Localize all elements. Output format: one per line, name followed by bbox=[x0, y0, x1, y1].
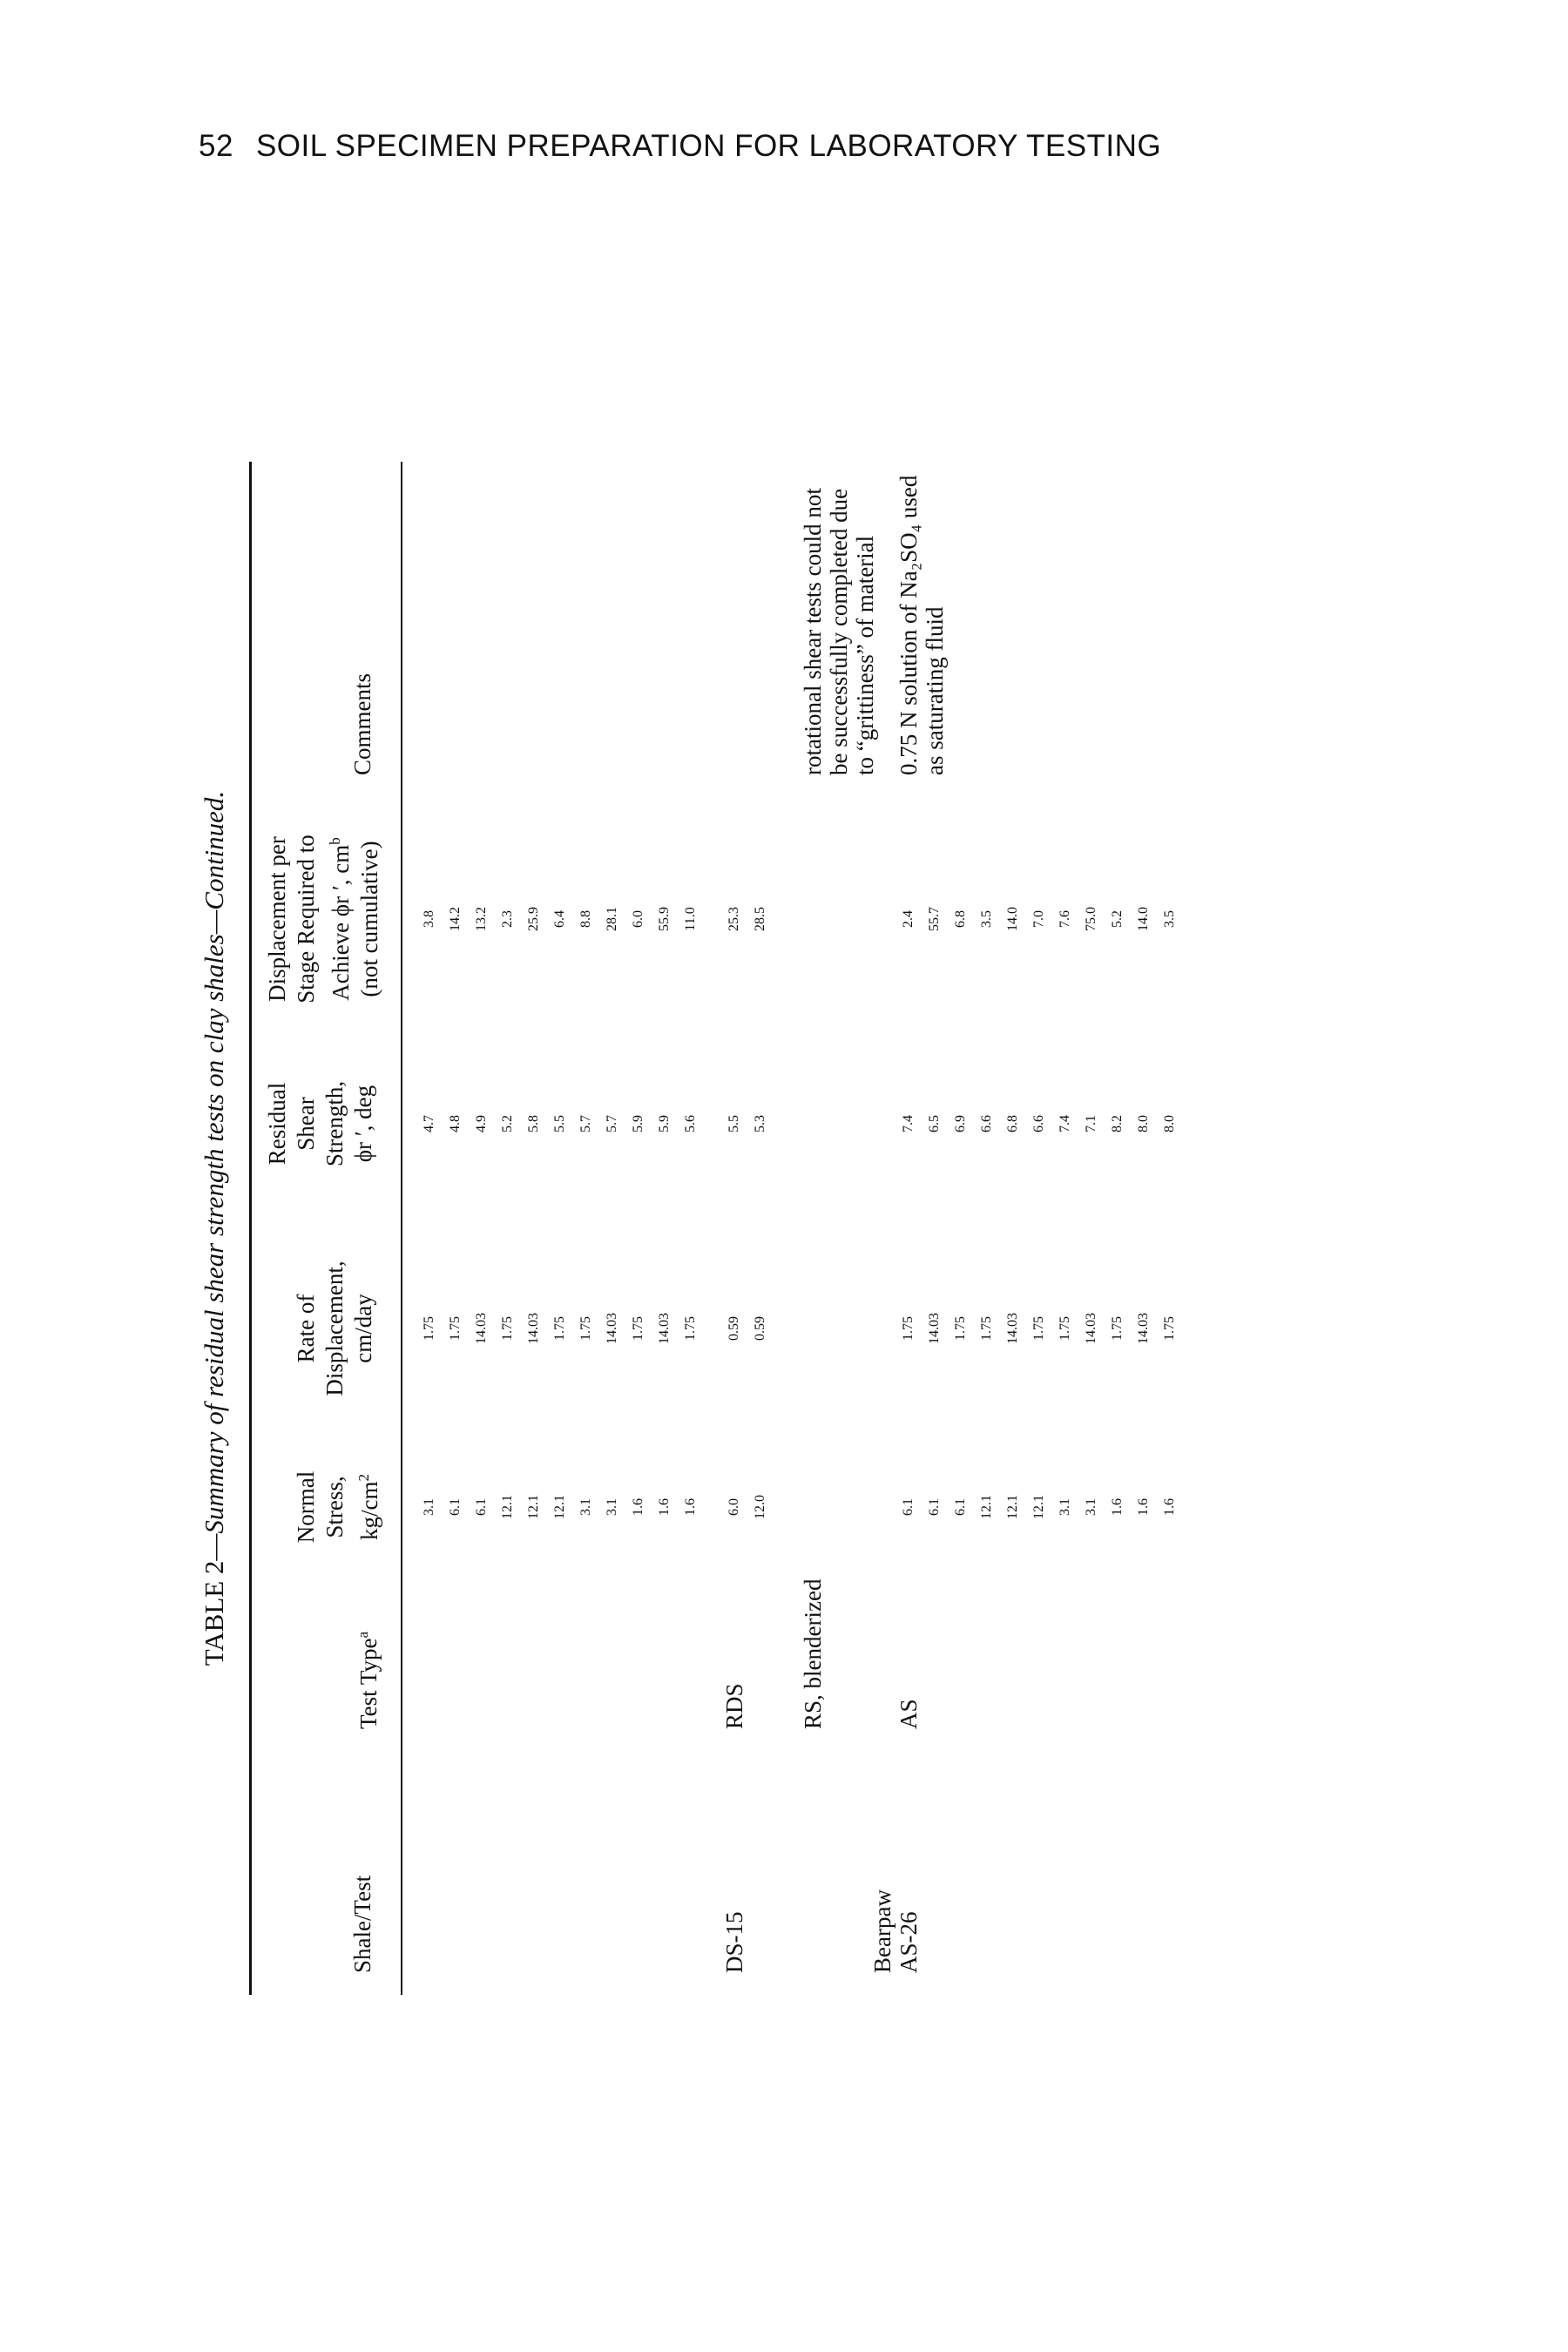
table-cell: 12.1 bbox=[526, 1495, 541, 1519]
table-cell: 2.4 bbox=[901, 910, 916, 928]
table-cell: 1.75 bbox=[1110, 1316, 1125, 1341]
table-cell: 3.5 bbox=[979, 910, 994, 928]
table-cell: 3.5 bbox=[1162, 910, 1177, 928]
table-cell: 6.6 bbox=[979, 1115, 994, 1132]
table-cell: 55.7 bbox=[927, 907, 942, 931]
table-cell: 3.1 bbox=[1084, 1498, 1098, 1516]
table-cell: 25.9 bbox=[526, 907, 541, 931]
table-cell: 55.9 bbox=[657, 907, 672, 931]
table-title: TABLE 2—Summary of residual shear strength tests on clay shales—Continued. bbox=[199, 790, 229, 1666]
g1-residual bbox=[416, 1054, 704, 1193]
g4-rate bbox=[896, 1233, 1183, 1424]
table-cell: 7.6 bbox=[1058, 910, 1072, 928]
table-cell: 1.6 bbox=[1162, 1498, 1177, 1516]
table-cell: 5.7 bbox=[605, 1115, 619, 1132]
table-cell: 1.75 bbox=[578, 1316, 593, 1341]
g1-rate bbox=[416, 1233, 704, 1424]
table-cell: 3.1 bbox=[422, 1498, 436, 1516]
table-cell: 1.75 bbox=[448, 1316, 463, 1341]
table-cell: 1.75 bbox=[422, 1316, 436, 1341]
g4-normal-stress bbox=[896, 1450, 1183, 1564]
page-number: 52 bbox=[199, 129, 233, 163]
table-cell: 4.7 bbox=[422, 1115, 436, 1132]
g2-normal-stress bbox=[721, 1450, 774, 1564]
table-cell: 8.2 bbox=[1110, 1115, 1125, 1132]
g3-comment: rotational shear tests could not be successfully completed due to “grittiness” of material bbox=[800, 488, 878, 775]
g4-comment: 0.75 N solution of Na₂SO₄ used as saturating fluid bbox=[896, 475, 948, 775]
table-cell: 12.1 bbox=[552, 1495, 567, 1519]
running-title: SOIL SPECIMEN PREPARATION FOR LABORATORY TESTING bbox=[255, 129, 1162, 163]
table-cell: 5.2 bbox=[1110, 910, 1125, 928]
header-residual: Residual Shear Strength, ϕr ′, deg bbox=[264, 1080, 376, 1167]
table-cell: 3.1 bbox=[578, 1498, 593, 1516]
table-cell: 1.6 bbox=[1136, 1498, 1151, 1516]
table-cell: 7.4 bbox=[1058, 1115, 1072, 1132]
table-cell: 1.6 bbox=[631, 1498, 645, 1516]
table-cell: 6.9 bbox=[953, 1115, 968, 1132]
table-cell: 14.2 bbox=[448, 907, 463, 931]
table-cell: 5.9 bbox=[631, 1115, 645, 1132]
table-cell: 1.75 bbox=[901, 1316, 916, 1341]
table-cell: 5.5 bbox=[727, 1115, 741, 1132]
g2-residual bbox=[721, 1054, 774, 1193]
table-cell: 14.0 bbox=[1005, 907, 1020, 931]
table-cell: 6.0 bbox=[727, 1498, 741, 1516]
table-cell: 6.5 bbox=[927, 1115, 942, 1132]
table-cell: 5.5 bbox=[552, 1115, 567, 1132]
table-cell: 6.1 bbox=[448, 1498, 463, 1516]
g1-displacement bbox=[416, 810, 704, 1028]
table-cell: 5.3 bbox=[753, 1115, 767, 1132]
table-cell: 12.0 bbox=[753, 1495, 767, 1519]
header-comments: Comments bbox=[349, 672, 375, 775]
table-cell: 6.1 bbox=[927, 1498, 942, 1516]
table-cell: 1.75 bbox=[683, 1316, 698, 1341]
g2-displacement bbox=[721, 810, 774, 1028]
table-cell: 7.0 bbox=[1031, 910, 1046, 928]
table-cell: 1.75 bbox=[979, 1316, 994, 1341]
table-cell: 14.03 bbox=[526, 1313, 541, 1344]
table-cell: 0.59 bbox=[753, 1316, 767, 1341]
table-cell: 14.03 bbox=[1005, 1313, 1020, 1344]
table-cell: 6.1 bbox=[474, 1498, 489, 1516]
table-cell: 14.03 bbox=[927, 1313, 942, 1344]
table-cell: 2.3 bbox=[500, 910, 515, 928]
table-cell: 6.4 bbox=[552, 910, 567, 928]
g4-test-type: AS bbox=[896, 1699, 922, 1729]
table-cell: 1.75 bbox=[1162, 1316, 1177, 1341]
g1-normal-stress bbox=[416, 1450, 704, 1564]
table-cell: 6.8 bbox=[953, 910, 968, 928]
header-shale-test: Shale/Test bbox=[349, 1875, 375, 1973]
header-rule bbox=[401, 462, 402, 1995]
table-cell: 5.6 bbox=[683, 1115, 698, 1132]
table-cell: 6.6 bbox=[1031, 1115, 1046, 1132]
table-cell: 12.1 bbox=[1031, 1495, 1046, 1519]
table-cell: 3.8 bbox=[422, 910, 436, 928]
header-displacement: Displacement per Stage Required to Achieve ϕr ′, $cm^b$ (not cumulative) bbox=[264, 835, 382, 1004]
table-cell: 14.03 bbox=[1136, 1313, 1151, 1344]
header-normal-stress: Normal Stress, $kg/cm^2$ bbox=[293, 1470, 382, 1544]
table-cell: 7.4 bbox=[901, 1115, 916, 1132]
table-cell: 75.0 bbox=[1084, 907, 1098, 931]
table-cell: 14.03 bbox=[474, 1313, 489, 1344]
g4-shale: Bearpaw AS-26 bbox=[869, 1889, 922, 1973]
table-cell: 5.8 bbox=[526, 1115, 541, 1132]
table-cell: 8.0 bbox=[1162, 1115, 1177, 1132]
g3-test-type: RS, blenderized bbox=[800, 1578, 826, 1729]
table-cell: 1.6 bbox=[683, 1498, 698, 1516]
table-cell: 8.8 bbox=[578, 910, 593, 928]
table-cell: 5.9 bbox=[657, 1115, 672, 1132]
table-cell: 6.1 bbox=[953, 1498, 968, 1516]
table-cell: 1.75 bbox=[500, 1316, 515, 1341]
g2-test-type: RDS bbox=[721, 1683, 747, 1729]
table-cell: 4.9 bbox=[474, 1115, 489, 1132]
top-rule bbox=[249, 462, 252, 1995]
table-cell: 14.03 bbox=[657, 1313, 672, 1344]
table-cell: 6.0 bbox=[631, 910, 645, 928]
table-cell: 0.59 bbox=[727, 1316, 741, 1341]
g4-residual bbox=[896, 1054, 1183, 1193]
table-cell: 28.5 bbox=[753, 907, 767, 931]
table-cell: 5.2 bbox=[500, 1115, 515, 1132]
table-cell: 12.1 bbox=[1005, 1495, 1020, 1519]
header-rate: Rate of Displacement, cm/day bbox=[293, 1260, 376, 1396]
table-cell: 7.1 bbox=[1084, 1115, 1098, 1132]
table-cell: 1.75 bbox=[1031, 1316, 1046, 1341]
table-cell: 1.75 bbox=[953, 1316, 968, 1341]
table-cell: 6.8 bbox=[1005, 1115, 1020, 1132]
table-cell: 1.6 bbox=[657, 1498, 672, 1516]
table-cell: 8.0 bbox=[1136, 1115, 1151, 1132]
table-cell: 5.7 bbox=[578, 1115, 593, 1132]
table-cell: 11.0 bbox=[683, 907, 698, 931]
rotated-table bbox=[199, 462, 1177, 1995]
running-header bbox=[199, 129, 1161, 164]
table-cell: 12.1 bbox=[979, 1495, 994, 1519]
table-cell: 14.03 bbox=[1084, 1313, 1098, 1344]
table-cell: 6.1 bbox=[901, 1498, 916, 1516]
header-test-type: Test Type$^a$ bbox=[355, 1631, 382, 1729]
table-cell: 13.2 bbox=[474, 907, 489, 931]
table-title-italic: Summary of residual shear strength tests on clay shales—Continued. bbox=[199, 790, 229, 1534]
table-cell: 1.75 bbox=[631, 1316, 645, 1341]
table-cell: 4.8 bbox=[448, 1115, 463, 1132]
table-cell: 14.0 bbox=[1136, 907, 1151, 931]
table-cell: 28.1 bbox=[605, 907, 619, 931]
table-cell: 25.3 bbox=[727, 907, 741, 931]
g2-rate bbox=[721, 1233, 774, 1424]
g2-shale: DS-15 bbox=[721, 1911, 747, 1973]
g4-displacement bbox=[896, 810, 1183, 1028]
table-cell: 3.1 bbox=[605, 1498, 619, 1516]
table-cell: 1.6 bbox=[1110, 1498, 1125, 1516]
table-cell: 1.75 bbox=[1058, 1316, 1072, 1341]
table-cell: 14.03 bbox=[605, 1313, 619, 1344]
table-cell: 1.75 bbox=[552, 1316, 567, 1341]
table-cell: 12.1 bbox=[500, 1495, 515, 1519]
table-cell: 3.1 bbox=[1058, 1498, 1072, 1516]
